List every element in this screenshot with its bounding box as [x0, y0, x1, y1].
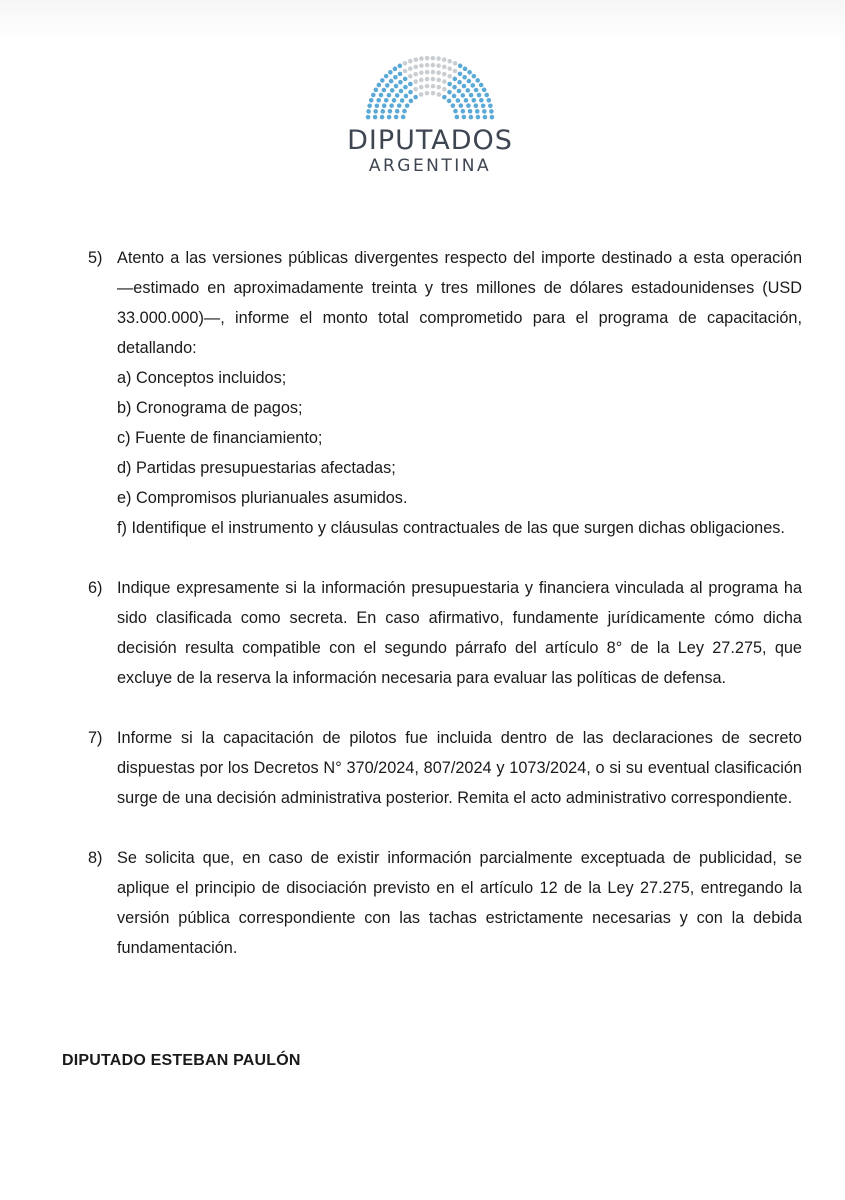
item-number: 8)	[88, 849, 103, 867]
item-text: Se solicita que, en caso de existir información parcialmente exceptuada de publicidad, se aplique el principio de disociación previsto en el artículo 12 de la Ley 27.275, entregando la versión pública correspondiente con las tachas estrictamente necesarias y con la debida fundamentación.	[117, 849, 802, 957]
item-number: 6)	[88, 579, 103, 597]
item-number: 7)	[88, 729, 103, 747]
item-7	[88, 723, 802, 813]
subitem-e: e) Compromisos plurianuales asumidos.	[117, 489, 408, 507]
request-items	[88, 243, 802, 963]
logo-title: DIPUTADOS	[347, 125, 513, 156]
subitem-a: a) Conceptos incluidos;	[117, 369, 287, 387]
item-text: Indique expresamente si la información presupuestaria y financiera vinculada al programa ha sido clasificada como secreta. En caso afirmativo, fundamente jurídicamente cómo dicha decisión resulta compatible con el segundo párrafo del artículo 8° de la Ley 27.275, que excluye de la reserva la información necesaria para evaluar las políticas de defensa.	[117, 579, 802, 687]
item-number: 5)	[88, 249, 103, 267]
subitem-b: b) Cronograma de pagos;	[117, 399, 303, 417]
item-5	[88, 243, 802, 543]
item-6	[88, 573, 802, 693]
item-text: Informe si la capacitación de pilotos fue incluida dentro de las declaraciones de secreto dispuestas por los Decretos N° 370/2024, 807/2024 y 1073/2024, o si su eventual clasificación surge de una decisión administrativa posterior. Remita el acto administrativo correspondiente.	[117, 729, 802, 807]
subitem-d: d) Partidas presupuestarias afectadas;	[117, 459, 396, 477]
item-text: Atento a las versiones públicas divergentes respecto del importe destinado a esta operación —estimado en aproximadamente treinta y tres millones de dólares estadounidenses (USD 33.000.000)—, informe el monto total comprometido para el programa de capacitación, detallando:	[117, 249, 802, 357]
diputados-logo	[335, 56, 525, 186]
subitem-f: f) Identifique el instrumento y cláusulas contractuales de las que surgen dichas obligaciones.	[117, 519, 785, 537]
logo-subtitle: ARGENTINA	[368, 156, 492, 176]
page-top-shadow	[0, 0, 845, 44]
item-8	[88, 843, 802, 963]
signature: DIPUTADO ESTEBAN PAULÓN	[62, 1052, 301, 1069]
subitem-c: c) Fuente de financiamiento;	[117, 429, 323, 447]
hemicycle-icon	[350, 56, 510, 122]
